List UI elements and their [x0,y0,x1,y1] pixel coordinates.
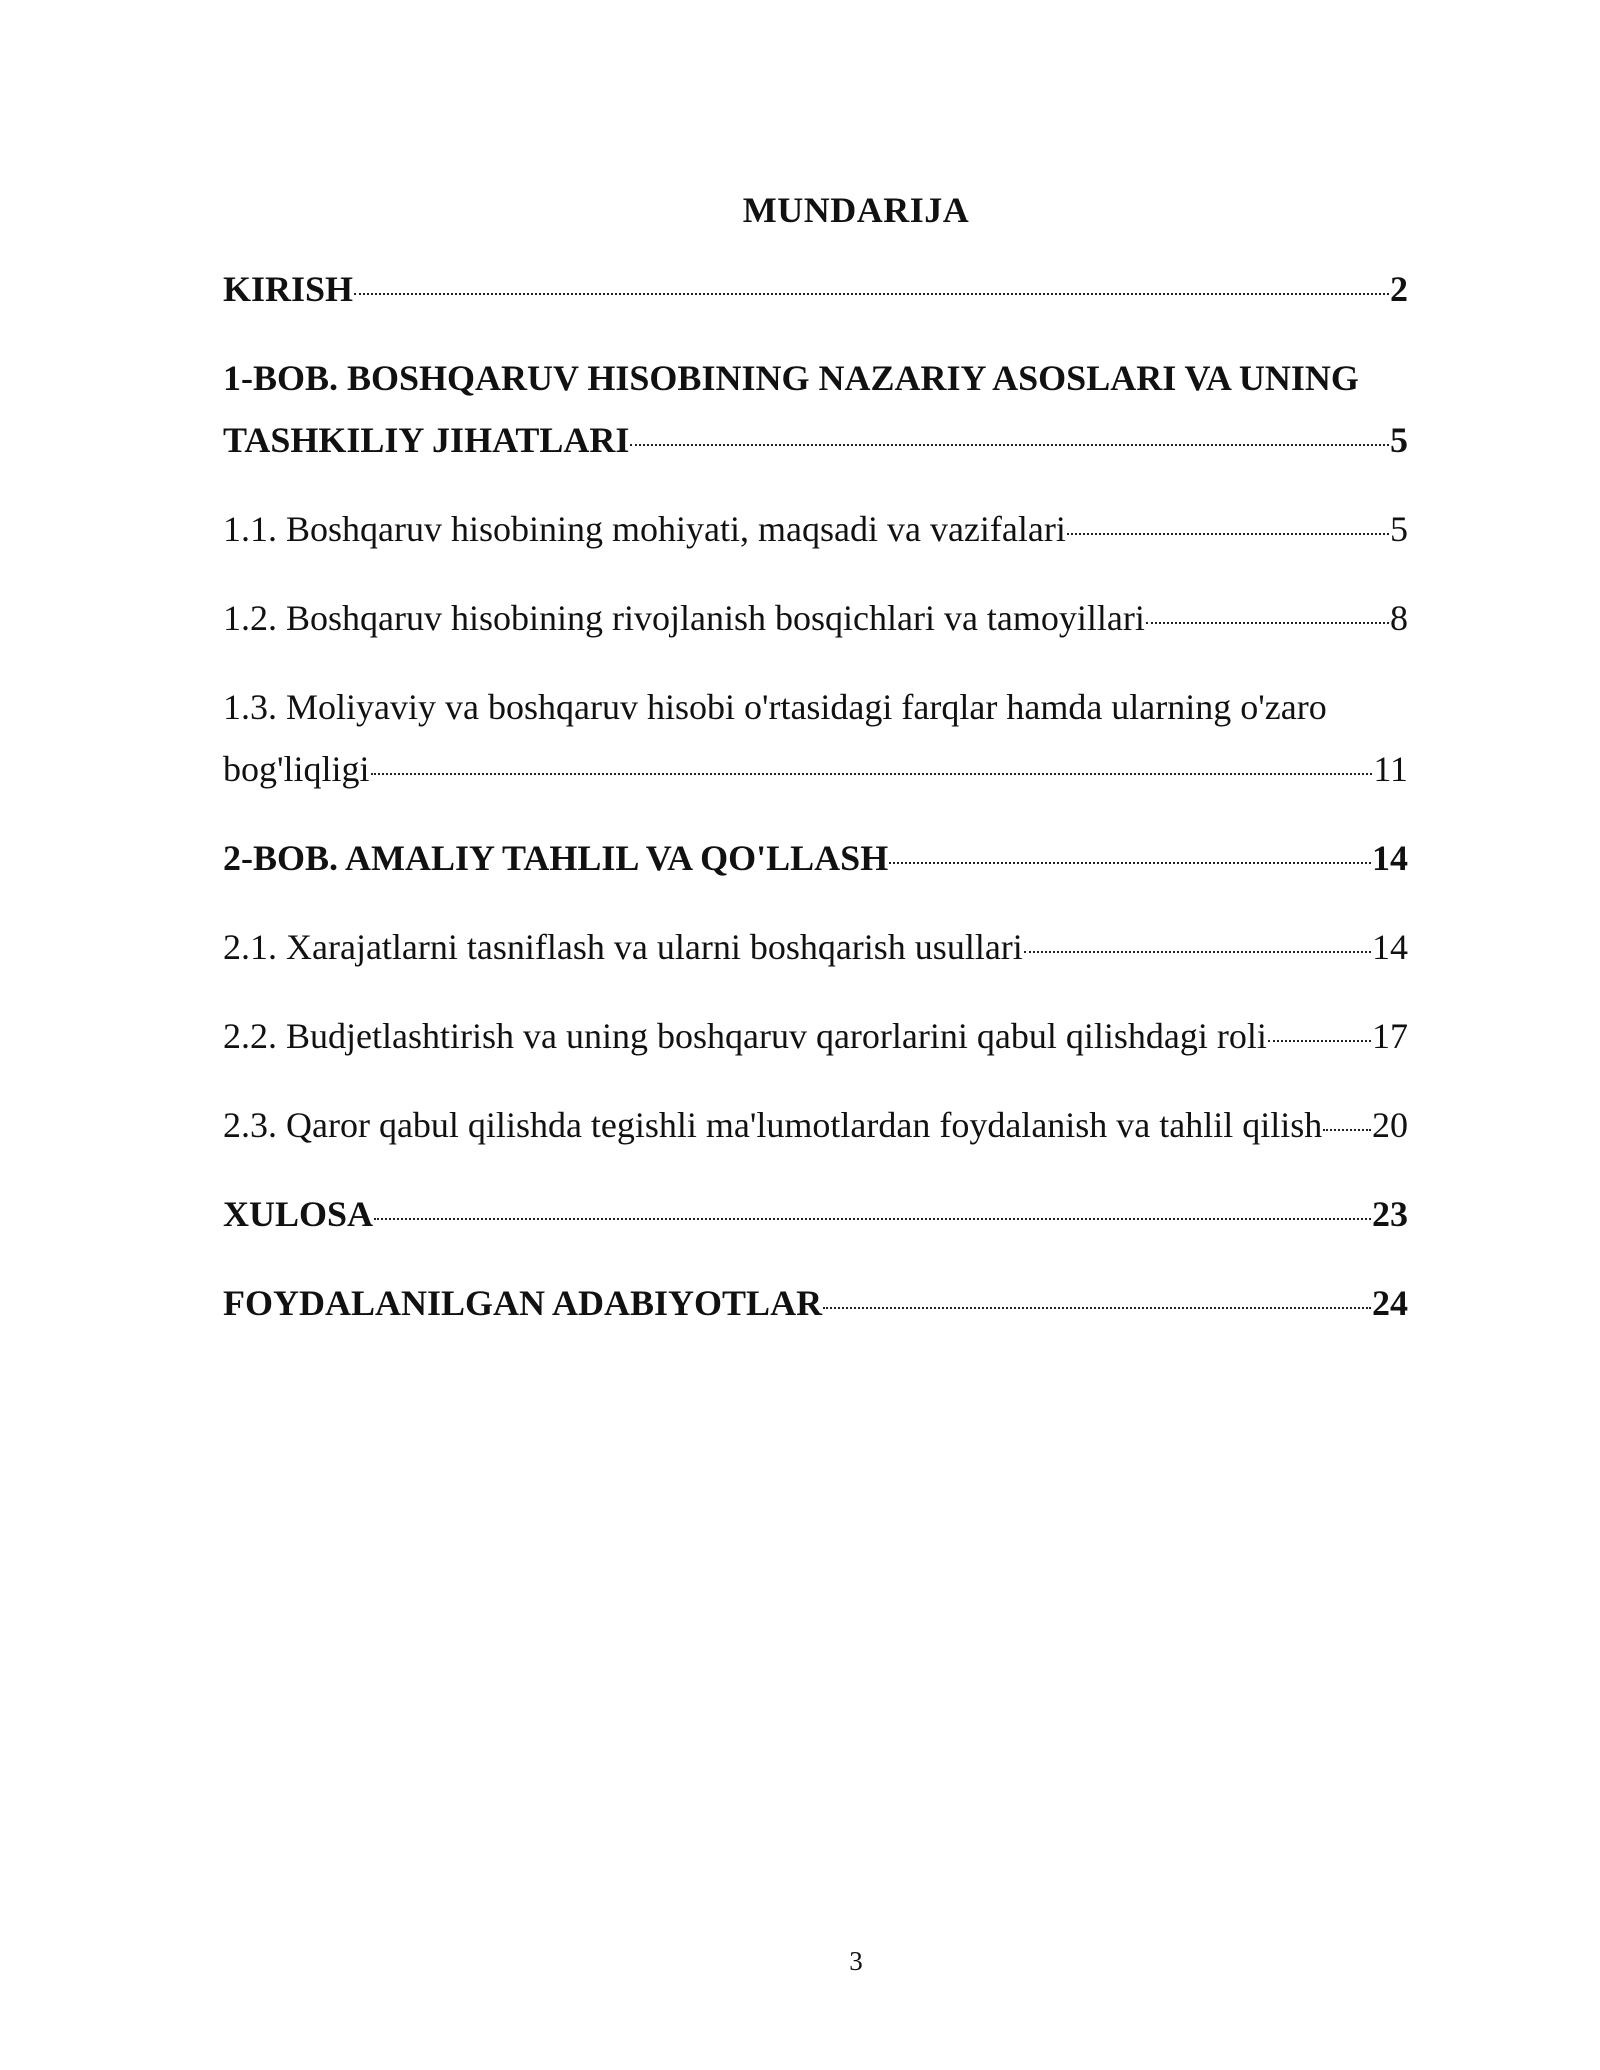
dot-leader [889,862,1371,864]
toc-entry-text: 1.1. Boshqaruv hisobining mohiyati, maqsadi va vazifalari [223,509,1066,549]
toc-entry-text: KIRISH [223,269,354,309]
toc-entry-line [223,587,1408,649]
toc-entry-text: 2.3. Qaror qabul qilishda tegishli ma'lumotlardan foydalanish va tahlil qilish [223,1105,1323,1145]
toc-entry-text: bog'liqligi [223,749,370,789]
toc-entry-text: 2.2. Budjetlashtirish va uning boshqaruv qarorlarini qabul qilishdagi roli [223,1016,1267,1056]
dot-leader [1067,533,1389,535]
toc-entry-page: 14 [1372,927,1408,967]
toc-entry-text: 1.2. Boshqaruv hisobining rivojlanish bosqichlari va tamoyillari [223,598,1145,638]
toc-entry-text: TASHKILIY JIHATLARI [223,420,630,460]
toc-entry-text: 2-BOB. AMALIY TAHLIL VA QO'LLASH [223,838,889,878]
table-of-contents [223,258,1408,1361]
toc-entry-text: FOYDALANILGAN ADABIYOTLAR [223,1283,823,1323]
toc-entry-1-3[interactable] [223,676,1408,800]
toc-entry-page: 11 [1373,749,1408,789]
dot-leader [823,1307,1371,1309]
toc-entry-line [223,916,1408,978]
toc-entry-2-2[interactable] [223,1005,1408,1067]
toc-entry-page: 23 [1372,1194,1408,1234]
toc-entry-1-2[interactable] [223,587,1408,649]
dot-leader [1323,1129,1371,1131]
dot-leader [371,773,1373,775]
toc-entry-text: XULOSA [223,1194,374,1234]
toc-entry-page: 5 [1390,509,1408,549]
page-title: MUNDARIJA [742,190,970,230]
toc-entry-2-3[interactable] [223,1094,1408,1156]
toc-entry-page: 14 [1372,838,1408,878]
toc-entry-kirish[interactable] [223,258,1408,320]
toc-entry-line [223,738,1408,800]
toc-entry-1-1[interactable] [223,498,1408,560]
dot-leader [630,444,1389,446]
toc-entry-line [223,1272,1408,1334]
toc-entry-text-line1: 1.3. Moliyaviy va boshqaruv hisobi o'rtasidagi farqlar hamda ularning o'zaro [223,687,1327,727]
toc-entry-line [223,1094,1408,1156]
toc-entry-line [223,409,1408,471]
toc-entry-line [223,498,1408,560]
toc-entry-line [223,827,1408,889]
toc-entry-adabiyotlar[interactable] [223,1272,1408,1334]
toc-entry-page: 2 [1390,269,1408,309]
toc-entry-page: 24 [1372,1283,1408,1323]
dot-leader [354,293,1389,295]
toc-entry-chapter-1[interactable] [223,347,1408,471]
toc-entry-page: 17 [1372,1016,1408,1056]
toc-entry-chapter-2[interactable] [223,827,1408,889]
toc-entry-xulosa[interactable] [223,1183,1408,1245]
dot-leader [1146,622,1389,624]
toc-entry-page: 20 [1372,1105,1408,1145]
toc-entry-line [223,258,1408,320]
toc-entry-line [223,1005,1408,1067]
page-number: 3 [849,1946,863,1976]
toc-entry-text: 2.1. Xarajatlarni tasniflash va ularni boshqarish usullari [223,927,1023,967]
toc-entry-page: 8 [1390,598,1408,638]
toc-entry-line [223,1183,1408,1245]
toc-entry-page: 5 [1390,420,1408,460]
dot-leader [1024,951,1371,953]
toc-entry-2-1[interactable] [223,916,1408,978]
dot-leader [1268,1040,1371,1042]
dot-leader [374,1218,1371,1220]
toc-entry-text-line1: 1-BOB. BOSHQARUV HISOBINING NAZARIY ASOSLARI VA UNING [223,358,1359,398]
